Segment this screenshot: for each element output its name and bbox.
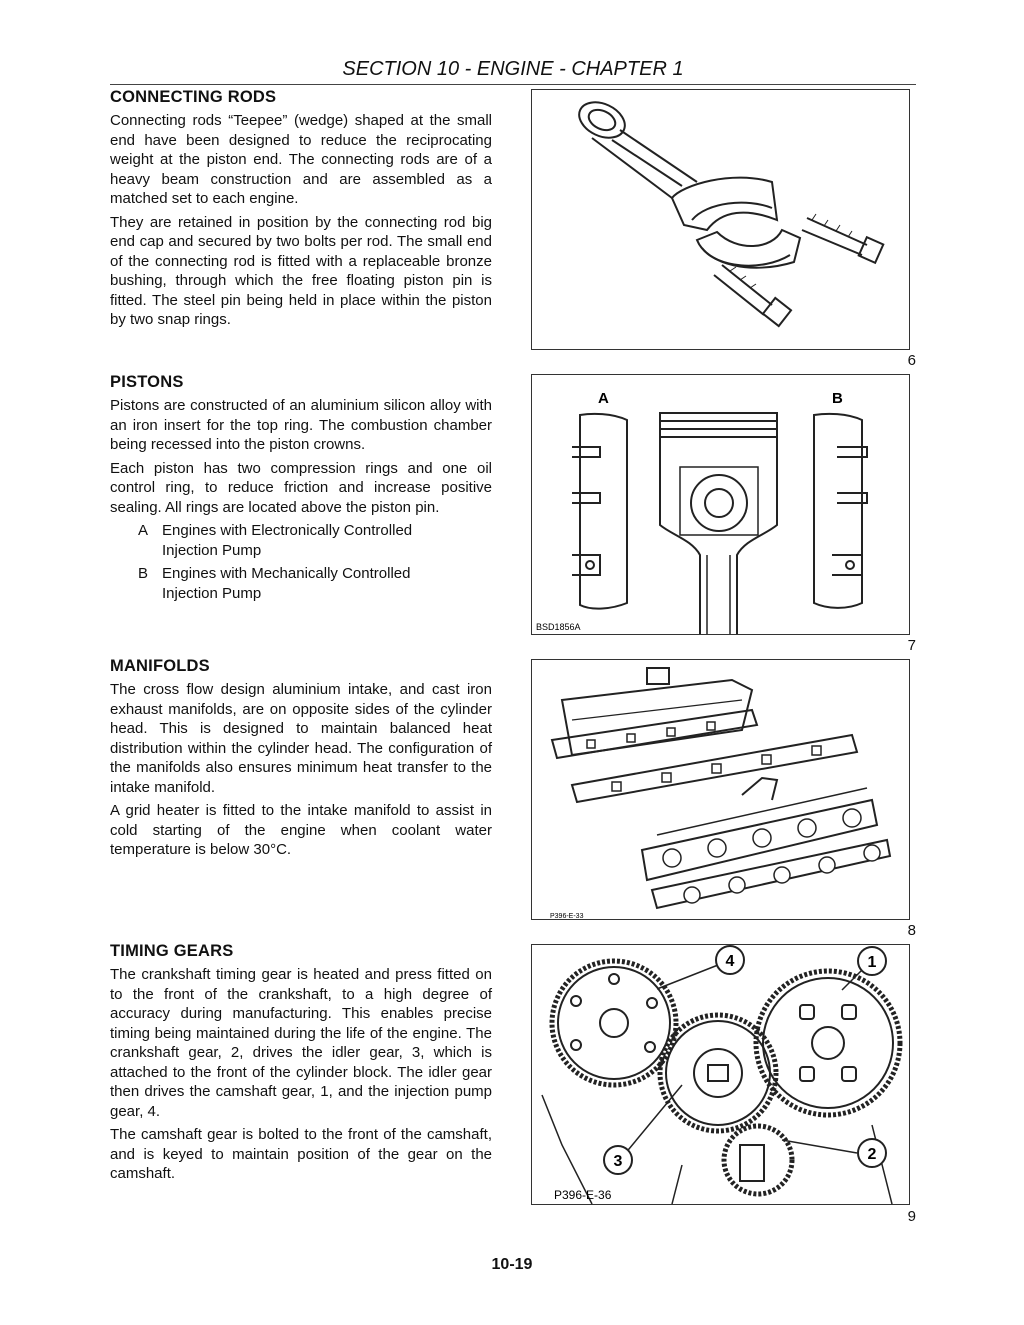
callout-2: 2 [867, 1146, 877, 1163]
figure-number: 6 [907, 352, 916, 369]
paragraph: The cross flow design aluminium intake, and cast iron exhaust manifolds, are on opposite sides of the cylinder head. This is designed to maintain balanced heat distribution within the cylinder head. The configuration of the manifolds also ensures minimum heat transfer to the intake manifold. [110, 681, 492, 796]
section-heading: CONNECTING RODS [110, 88, 277, 106]
callout-4: 4 [725, 953, 735, 970]
list-text: Engines with Mechanically Controlled Injection Pump [162, 565, 411, 602]
list-item [110, 521, 492, 560]
paragraph: Each piston has two compression rings and one oil control ring, to reduce friction and increase positive sealing. All rings are located above the piston pin. [110, 459, 492, 516]
connecting-rod-drawing [532, 90, 909, 349]
section-timing-gears [110, 942, 492, 1188]
list-item [110, 564, 492, 603]
callout-1: 1 [867, 954, 877, 971]
figure-number: 9 [907, 1208, 916, 1225]
section-manifolds [110, 657, 492, 864]
figure-code: P396-E-36 [554, 1188, 612, 1202]
header-rule [110, 84, 916, 85]
figure-code: P396-E-33 [550, 913, 584, 919]
figure-pistons [531, 374, 910, 635]
paragraph: A grid heater is fitted to the intake manifold to assist in cold starting of the engine when coolant water temperature is below 30°C. [110, 802, 492, 858]
paragraph: They are retained in position by the connecting rod big end cap and secured by two bolts per rod. The small end of the connecting rod is fitted with a replaceable bronze bushing, through which the free floating piston pin is fitted. The steel pin being held in place within the piston by two snap rings. [110, 213, 492, 328]
section-pistons [110, 373, 492, 607]
piston-legend-list [110, 521, 492, 603]
paragraph: The camshaft gear is bolted to the front of the camshaft, and is keyed to maintain position of the gear on the camshaft. [110, 1126, 492, 1182]
paragraph: The crankshaft timing gear is heated and press fitted on to the front of the crankshaft, to a high degree of accuracy during manufacturing. This enables precise timing being maintained during the life of the engine. The crankshaft gear, 2, drives the idler gear, 3, which is attached to the front of the cylinder block. The idler gear then drives the camshaft gear, 1, and the injection pump gear, 4. [110, 966, 492, 1120]
list-letter: A [138, 522, 149, 539]
figure-number: 7 [907, 637, 916, 654]
figure-connecting-rod [531, 89, 910, 350]
list-text: Engines with Electronically Controlled Injection Pump [162, 522, 413, 559]
paragraph: Pistons are constructed of an aluminium silicon alloy with an iron insert for the top ring. The combustion chamber being recessed into the piston crowns. [110, 397, 492, 453]
section-heading: PISTONS [110, 373, 184, 391]
figure-timing-gears [531, 944, 910, 1205]
figure-manifolds [531, 659, 910, 920]
page-number: 10-19 [491, 1256, 533, 1273]
section-heading: MANIFOLDS [110, 657, 210, 675]
callout-3: 3 [613, 1153, 623, 1170]
paragraph: Connecting rods “Teepee” (wedge) shaped at the small end have been designed to reduce the reciprocating weight at the piston end. The connecting rods are of a heavy beam construction and are assembled as a matched set to each engine. [110, 112, 492, 207]
page-header: SECTION 10 - ENGINE - CHAPTER 1 [342, 58, 684, 80]
figure-number: 8 [907, 922, 916, 939]
figure-code: BSD1856A [536, 622, 581, 632]
section-connecting-rods [110, 88, 492, 334]
pistons-drawing [532, 375, 909, 634]
label-b: B [832, 390, 843, 407]
label-a: A [598, 390, 609, 407]
manifolds-drawing [532, 660, 909, 919]
timing-gears-drawing [532, 945, 909, 1204]
list-letter: B [138, 565, 149, 582]
section-heading: TIMING GEARS [110, 942, 234, 960]
